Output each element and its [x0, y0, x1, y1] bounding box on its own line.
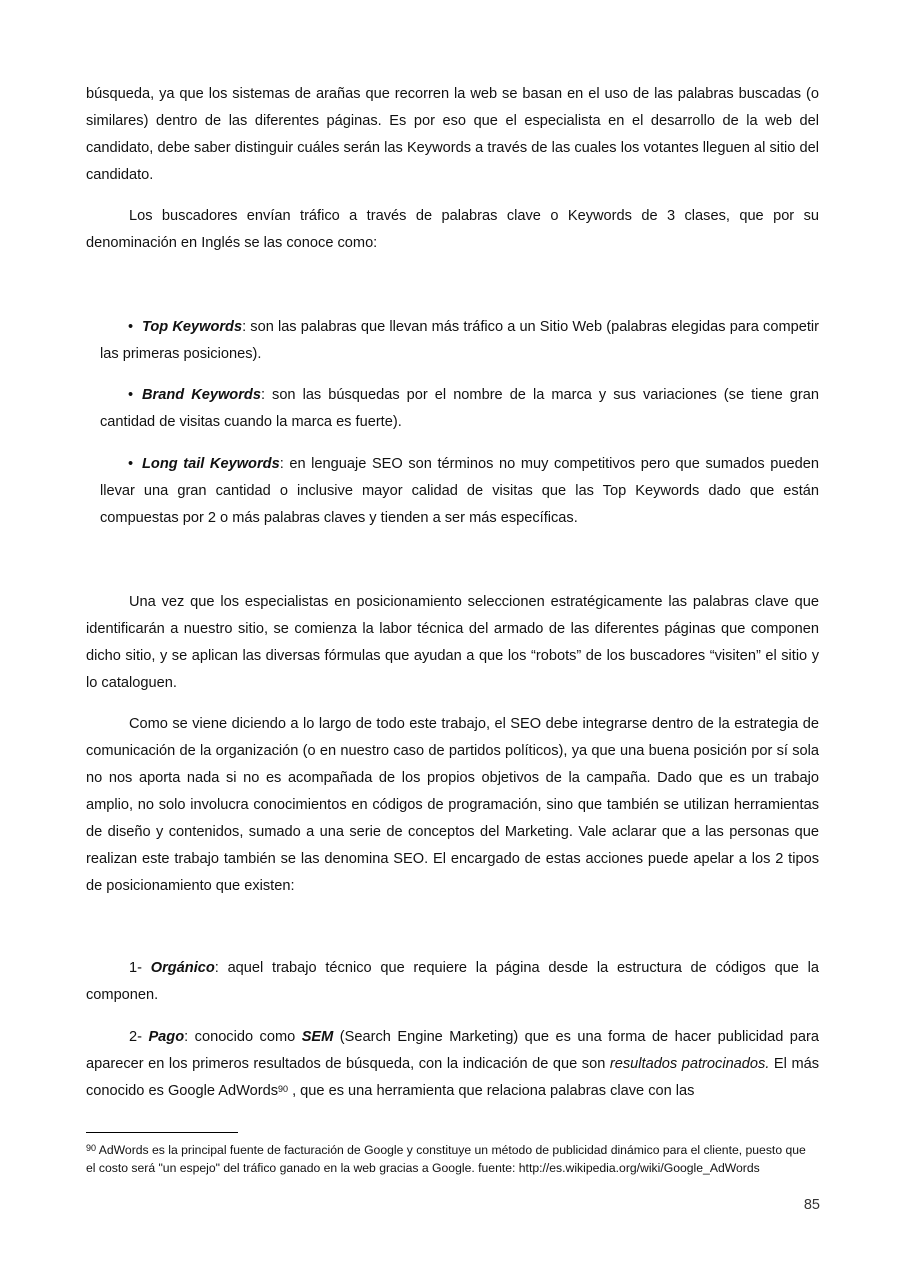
bullet-brand-keywords: [100, 382, 819, 436]
bullet-text: : son las palabras que llevan más tráfico a un Sitio Web (palabras elegidas para competir las primeras posiciones).: [100, 319, 819, 362]
paragraph-keywords-intro: búsqueda, ya que los sistemas de arañas que recorren la web se basan en el uso de las palabras buscadas (o similares) dentro de las diferentes páginas. Es por eso que el especialista en el desarrollo de la web del candidato, debe saber distinguir cuáles serán las Keywords a través de las cuales los votantes lleguen al sitio del candidato.: [86, 86, 819, 183]
footnote-separator: [86, 1132, 238, 1133]
bullet-text: : son las búsquedas por el nombre de la marca y sus variaciones (se tiene gran cantidad de visitas cuando la marca es fuerte).: [100, 387, 819, 430]
bullet-marker: •: [128, 456, 134, 472]
paid-text-d: , que es una herramienta que relaciona palabras clave con las: [288, 1083, 695, 1099]
bullet-top-keywords: [100, 314, 819, 368]
organic-term: Orgánico: [150, 960, 215, 976]
paid-prefix: 2-: [129, 1029, 149, 1045]
paid-text-b: (Search Engine Marketing) que es una forma de hacer publicidad para aparecer en los primeros resultados de búsqueda, con la indicación de que son: [86, 1029, 820, 1072]
paid-text-a: : conocido como: [184, 1029, 302, 1045]
bullet-term: Long tail Keywords: [142, 456, 280, 472]
bullet-marker: •: [128, 387, 134, 403]
bullet-text: : en lenguaje SEO son términos no muy competitivos pero que sumados pueden llevar una gran cantidad o inclusive mayor calidad de visitas que las Top Keywords dado que están compuestas por 2 o más palabras claves y tienden a ser más específicas.: [100, 456, 819, 526]
paid-text-c: El más conocido es Google AdWords: [86, 1056, 820, 1099]
bullet-marker: •: [128, 319, 134, 335]
paid-term: Pago: [148, 1029, 185, 1045]
paragraph-seo-strategy: Como se viene diciendo a lo largo de todo este trabajo, el SEO debe integrarse dentro de la estrategia de comunicación de la organización (o en nuestro caso de partidos políticos), ya que una buena posición por sí sola no nos aporta nada si no es acompañada de los propios objetivos de la campaña. Dado que es un trabajo amplio, no solo involucra conocimientos en códigos de programación, sino que también se utilizan herramientas de diseño y contenidos, sumado a una serie de conceptos del Marketing. Vale aclarar que a las personas que realizan este trabajo también se las denomina SEO. El encargado de estas acciones puede apelar a los 2 tipos de posicionamiento que existen:: [86, 716, 819, 894]
footnote-text: AdWords es la principal fuente de facturación de Google y constituye un método de publicidad dinámico para el cliente, puesto que el costo será "un espejo" del tráfico ganado en la web gracias a Google. fuente: http://es.wikipedia.org/wiki/Google_AdWords: [86, 1143, 806, 1175]
paragraph-organic: [86, 955, 819, 1009]
bullet-long-tail-keywords: [100, 451, 819, 532]
sponsored-results: resultados patrocinados.: [609, 1056, 770, 1072]
organic-text: : aquel trabajo técnico que requiere la página desde la estructura de códigos que la componen.: [86, 960, 820, 1003]
footnote-number: 90: [86, 1143, 97, 1153]
paragraph-paid: [86, 1024, 819, 1105]
bullet-term: Top Keywords: [142, 319, 243, 335]
paragraph-keyword-classes: Los buscadores envían tráfico a través de palabras clave o Keywords de 3 clases, que por su denominación en Inglés se las conoce como:: [86, 208, 819, 251]
footnote-reference: 90: [278, 1084, 289, 1094]
page-number: 85: [803, 1197, 820, 1213]
organic-prefix: 1-: [129, 960, 151, 976]
sem-term: SEM: [301, 1029, 334, 1045]
paragraph-technical-work: Una vez que los especialistas en posicionamiento seleccionen estratégicamente las palabras clave que identificarán a nuestro sitio, se comienza la labor técnica del armado de las diferentes páginas que componen dicho sitio, y se aplican las diversas fórmulas que ayudan a que los “robots” de los buscadores “visiten” el sitio y lo cataloguen.: [86, 594, 819, 691]
bullet-term: Brand Keywords: [142, 387, 261, 403]
footnote: [86, 1142, 806, 1177]
